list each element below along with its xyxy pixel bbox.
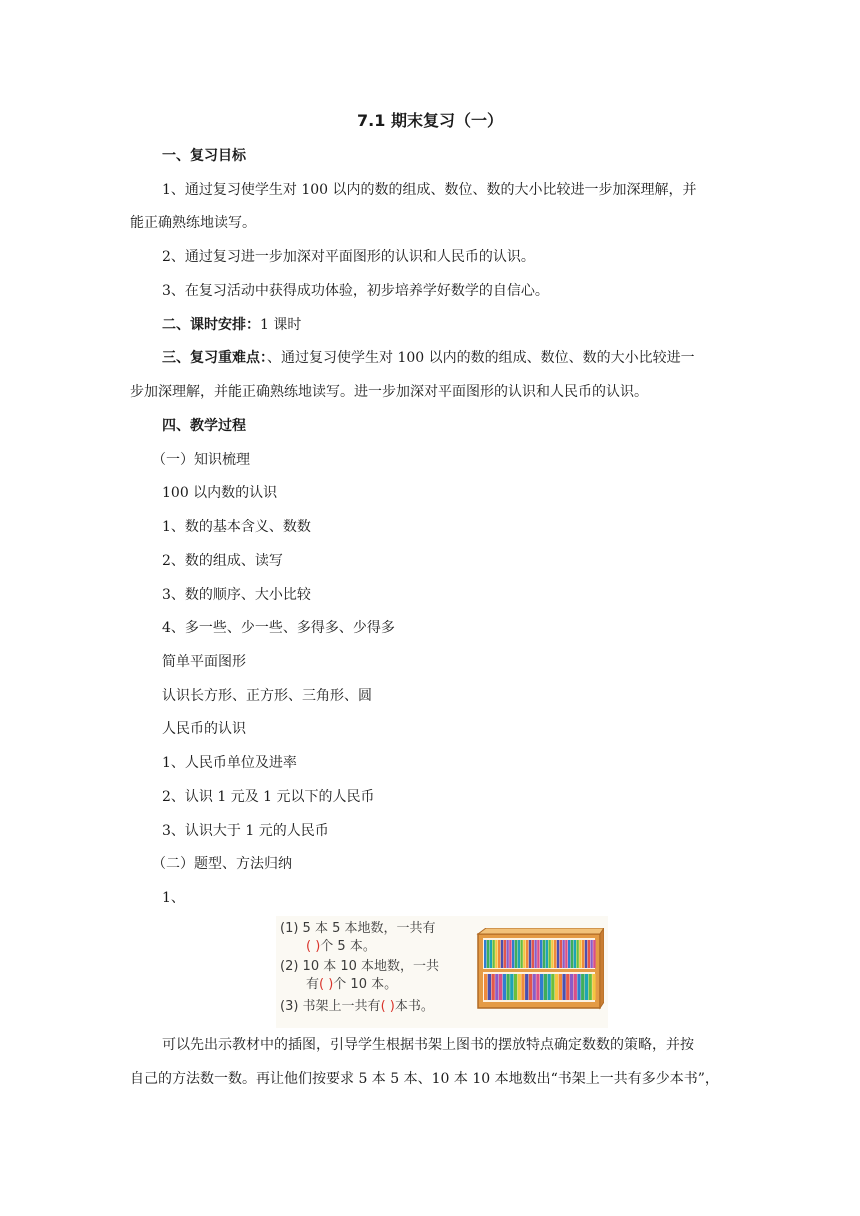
book-spine xyxy=(506,974,509,1000)
book-spine xyxy=(543,940,545,968)
heading-key-points: 三、复习重难点： xyxy=(162,350,267,366)
book-spine xyxy=(525,974,528,1000)
heading-teaching-process: 四、教学过程 xyxy=(162,418,246,434)
book-spine xyxy=(566,974,569,1000)
key-points-text: 、通过复习使学生对 100 以内的数的组成、数位、数的大小比较进一 xyxy=(267,350,695,366)
key-points-line2: 步加深理解，并能正确熟练地读写。进一步加深对平面图形的认识和人民币的认识。 xyxy=(130,384,648,400)
book-spine xyxy=(551,974,554,1000)
book-spine xyxy=(523,940,525,968)
book-spine xyxy=(529,940,531,968)
figure-line-4-post: 个 10 本。 xyxy=(333,977,398,992)
book-spine xyxy=(484,974,487,1000)
book-spine xyxy=(518,974,521,1000)
book-spine xyxy=(565,940,567,968)
book-spine xyxy=(570,974,573,1000)
book-spine xyxy=(555,974,558,1000)
book-spine xyxy=(540,940,542,968)
goal-2: 2、通过复习进一步加深对平面图形的认识和人民币的认识。 xyxy=(162,249,535,265)
book-spine xyxy=(506,940,508,968)
figure-line-2-text: 个 5 本。 xyxy=(320,939,376,954)
book-spine xyxy=(520,940,522,968)
book-spine xyxy=(537,940,539,968)
book-spine xyxy=(491,974,494,1000)
answer-blank: ( ) xyxy=(319,977,334,992)
book-spine xyxy=(576,940,578,968)
book-spine xyxy=(498,940,500,968)
book-spine xyxy=(484,940,486,968)
subheading-methods: （二）题型、方法归纳 xyxy=(152,856,292,872)
book-spine xyxy=(544,974,547,1000)
goal-1-line1: 1、通过复习使学生对 100 以内的数的组成、数位、数的大小比较进一步加深理解，并 xyxy=(162,182,697,198)
book-spine xyxy=(518,940,520,968)
topic-money-item-2: 2、认识 1 元及 1 元以下的人民币 xyxy=(162,789,375,805)
book-spine xyxy=(490,940,492,968)
goal-3: 3、在复习活动中获得成功体验，初步培养学好数学的自信心。 xyxy=(162,283,549,299)
topic-numbers-item-1: 1、数的基本含义、数数 xyxy=(162,519,311,535)
book-spine xyxy=(547,974,550,1000)
book-spine xyxy=(536,974,539,1000)
book-spine xyxy=(501,940,503,968)
book-spine xyxy=(585,940,587,968)
book-spine xyxy=(593,940,595,968)
figure-line-4 xyxy=(306,976,397,994)
book-spine xyxy=(499,974,502,1000)
book-spine xyxy=(562,940,564,968)
heading-schedule: 二、课时安排： xyxy=(162,317,260,333)
topic-numbers-item-4: 4、多一些、少一些、多得多、少得多 xyxy=(162,620,395,636)
book-spine xyxy=(503,974,506,1000)
book-spine xyxy=(574,940,576,968)
figure-line-4-pre: 有 xyxy=(306,977,320,992)
subheading-knowledge: （一）知识梳理 xyxy=(152,452,250,468)
body-paragraph-line2: 自己的方法数一数。再让他们按要求 5 本 5 本、10 本 10 本地数出“书架上一共有多少本书”， xyxy=(130,1071,719,1087)
book-spine xyxy=(590,940,592,968)
topic-shapes-item: 认识长方形、正方形、三角形、圆 xyxy=(162,688,372,704)
book-spine xyxy=(495,940,497,968)
book-spine xyxy=(579,940,581,968)
book-spine xyxy=(487,940,489,968)
schedule-line xyxy=(162,314,762,336)
answer-blank: ( ) xyxy=(306,939,321,954)
bookshelf-exercise-figure xyxy=(276,916,608,1028)
book-spine xyxy=(589,974,592,1000)
book-spine xyxy=(548,940,550,968)
schedule-text: 1 课时 xyxy=(260,317,302,333)
key-points-line1 xyxy=(162,347,762,369)
topic-money-item-1: 1、人民币单位及进率 xyxy=(162,755,297,771)
book-spine xyxy=(585,974,588,1000)
book-spine xyxy=(509,940,511,968)
figure-line-5-pre: (3) 书架上一共有 xyxy=(280,999,381,1014)
book-spine xyxy=(582,940,584,968)
page-title: 7.1 期末复习（一） xyxy=(357,111,503,130)
figure-line-5 xyxy=(280,998,434,1016)
topic-numbers: 100 以内数的认识 xyxy=(162,485,278,501)
topic-shapes: 简单平面图形 xyxy=(162,654,246,670)
book-spine xyxy=(540,974,543,1000)
book-spine xyxy=(581,974,584,1000)
topic-money: 人民币的认识 xyxy=(162,721,246,737)
book-spine xyxy=(510,974,513,1000)
book-spine xyxy=(554,940,556,968)
heading-review-goals: 一、复习目标 xyxy=(162,148,246,164)
book-spine xyxy=(534,940,536,968)
book-spine xyxy=(571,940,573,968)
figure-line-3: (2) 10 本 10 本地数，一共 xyxy=(280,959,440,974)
book-spine xyxy=(551,940,553,968)
book-spine xyxy=(574,974,577,1000)
book-spine xyxy=(526,940,528,968)
book-spine xyxy=(495,974,498,1000)
figure-line-5-post: 本书。 xyxy=(394,999,434,1014)
book-spine xyxy=(592,974,595,1000)
book-spine xyxy=(514,974,517,1000)
body-paragraph-line1: 可以先出示教材中的插图，引导学生根据书架上图书的摆放特点确定数数的策略，并按 xyxy=(162,1037,694,1053)
question-1-label: 1、 xyxy=(162,890,185,906)
book-spine xyxy=(559,974,562,1000)
bookshelf-illustration xyxy=(476,928,604,1012)
topic-money-item-3: 3、认识大于 1 元的人民币 xyxy=(162,823,329,839)
book-spine xyxy=(562,974,565,1000)
book-spine xyxy=(515,940,517,968)
book-spine xyxy=(577,974,580,1000)
book-spine xyxy=(560,940,562,968)
book-spine xyxy=(532,940,534,968)
figure-line-1: (1) 5 本 5 本地数，一共有 xyxy=(280,921,436,936)
book-spine xyxy=(504,940,506,968)
book-spine xyxy=(568,940,570,968)
book-spine xyxy=(521,974,524,1000)
book-spine xyxy=(557,940,559,968)
book-spine xyxy=(588,940,590,968)
book-spine xyxy=(533,974,536,1000)
topic-numbers-item-3: 3、数的顺序、大小比较 xyxy=(162,587,311,603)
book-spine xyxy=(488,974,491,1000)
book-spine xyxy=(546,940,548,968)
goal-1-line2: 能正确熟练地读写。 xyxy=(130,215,256,231)
figure-line-2 xyxy=(306,938,376,956)
book-spine xyxy=(492,940,494,968)
topic-numbers-item-2: 2、数的组成、读写 xyxy=(162,553,283,569)
book-spine xyxy=(512,940,514,968)
book-spine xyxy=(529,974,532,1000)
answer-blank: ( ) xyxy=(380,999,395,1014)
